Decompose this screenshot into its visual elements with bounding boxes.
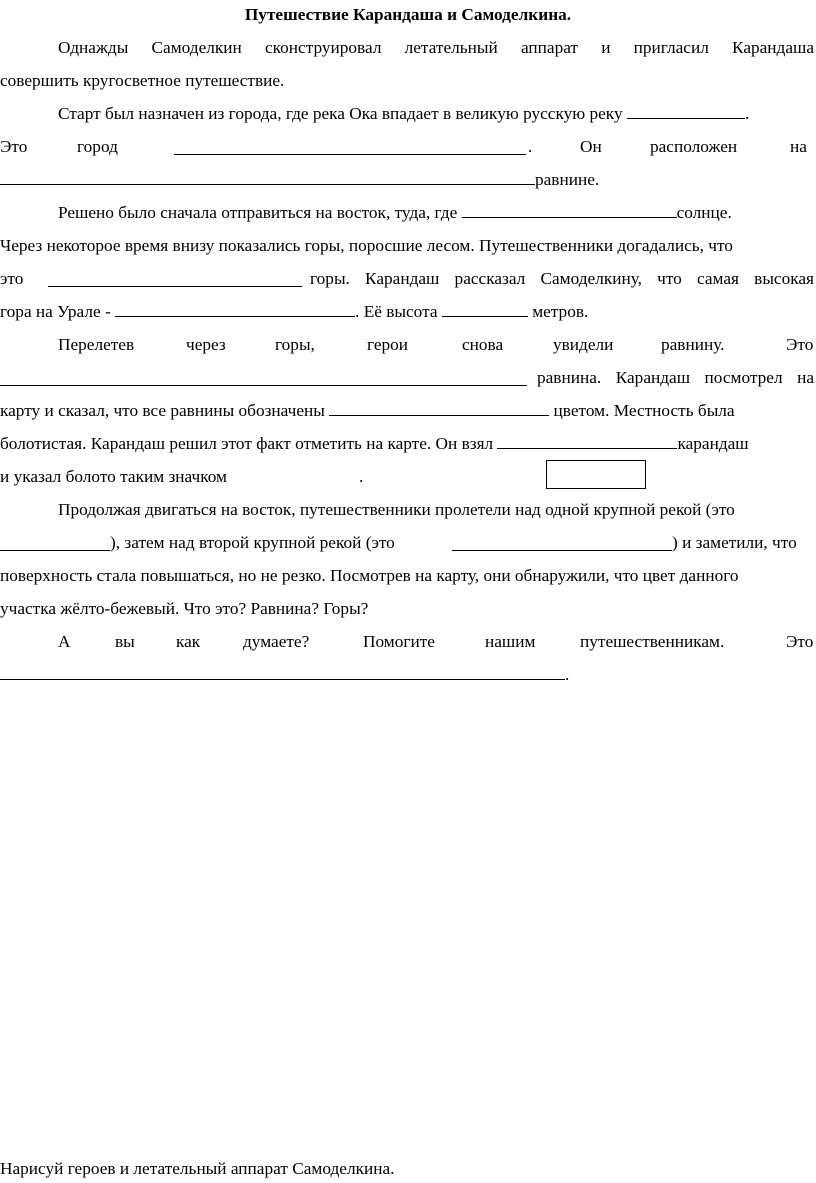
text: Это — [0, 137, 28, 156]
paragraph-line — [0, 466, 816, 488]
text: Это — [786, 632, 814, 651]
text: карандаш — [677, 434, 749, 453]
paragraph-line: Однажды Самоделкин сконструировал летательный аппарат и пригласил Карандаша — [58, 38, 814, 57]
paragraph-line: поверхность стала повышаться, но не резко. Посмотрев на карту, они обнаружили, что цвет данного — [0, 566, 739, 585]
text: солнце. — [676, 203, 732, 222]
text: горы. Карандаш рассказал Самоделкину, что самая высокая — [310, 269, 814, 288]
text: болотистая. Карандаш решил этот факт отметить на карте. Он взял — [0, 434, 494, 453]
footer-instruction: Нарисуй героев и летательный аппарат Самоделкина. — [0, 1159, 395, 1178]
answer-blank-peak[interactable] — [115, 301, 355, 317]
answer-blank-plain[interactable] — [0, 169, 535, 185]
text: . — [565, 665, 570, 684]
text: снова — [462, 335, 504, 354]
text: город — [77, 137, 118, 156]
answer-blank-mountains[interactable] — [48, 271, 302, 287]
text: . — [359, 467, 364, 486]
text: . — [744, 104, 750, 123]
text: . Её высота — [355, 302, 438, 321]
page-title: Путешествие Карандаша и Самоделкина. — [244, 5, 572, 24]
text: цветом. Местность была — [553, 401, 735, 420]
text: ), затем над второй крупной рекой (это — [110, 533, 395, 552]
text: увидели — [553, 335, 614, 354]
text: это — [0, 269, 24, 288]
text: Помогите — [363, 632, 435, 651]
text: герои — [367, 335, 409, 354]
text: равнина. Карандаш посмотрел на — [537, 368, 814, 387]
text: гора на Урале - — [0, 302, 111, 321]
answer-blank-pencil[interactable] — [497, 433, 677, 449]
text: горы, — [275, 335, 315, 354]
paragraph-line — [0, 664, 816, 686]
paragraph-line — [58, 103, 816, 125]
text: нашим — [485, 632, 536, 651]
text: через — [186, 335, 226, 354]
paragraph-line: Через некоторое время внизу показались горы, поросшие лесом. Путешественники догадались, что — [0, 236, 733, 255]
paragraph-line — [0, 301, 816, 323]
answer-blank-height[interactable] — [442, 301, 528, 317]
text: на — [790, 137, 807, 156]
text: и указал болото таким значком — [0, 467, 227, 486]
answer-blank-sun[interactable] — [462, 202, 677, 218]
text: равнину. — [661, 335, 725, 354]
text: Это — [786, 335, 814, 354]
paragraph-line — [0, 433, 816, 455]
answer-blank-river-2[interactable] — [452, 535, 672, 551]
text: Старт был назначен из города, где река Ока впадает в великую русскую реку — [58, 104, 623, 123]
text: путешественникам. — [580, 632, 725, 651]
answer-blank-plain-name[interactable] — [0, 370, 527, 386]
answer-blank-color[interactable] — [329, 400, 549, 416]
text: метров. — [532, 302, 589, 321]
paragraph-line: Продолжая двигаться на восток, путешественники пролетели над одной крупной рекой (это — [58, 500, 735, 519]
answer-blank-river[interactable] — [627, 103, 745, 119]
text: равнине. — [535, 170, 600, 189]
paragraph-line — [58, 202, 816, 224]
text: Перелетев — [58, 335, 135, 354]
text: расположен — [650, 137, 738, 156]
text: как — [176, 632, 201, 651]
text: карту и сказал, что все равнины обозначены — [0, 401, 325, 420]
paragraph-line: участка жёлто-бежевый. Что это? Равнина? Горы? — [0, 599, 369, 618]
symbol-draw-box[interactable] — [546, 460, 646, 489]
text: думаете? — [243, 632, 310, 651]
answer-blank-city[interactable] — [174, 139, 526, 155]
text: А — [58, 632, 71, 651]
text: Решено было сначала отправиться на восток, туда, где — [58, 203, 458, 222]
paragraph-line: совершить кругосветное путешествие. — [0, 71, 285, 90]
text: вы — [115, 632, 135, 651]
text: Он — [580, 137, 602, 156]
text: . — [528, 137, 533, 156]
paragraph-line — [0, 400, 816, 422]
paragraph-line — [0, 169, 816, 191]
answer-blank-final[interactable] — [0, 664, 565, 680]
answer-blank-river-1[interactable] — [0, 535, 110, 551]
text: ) и заметили, что — [672, 533, 797, 552]
